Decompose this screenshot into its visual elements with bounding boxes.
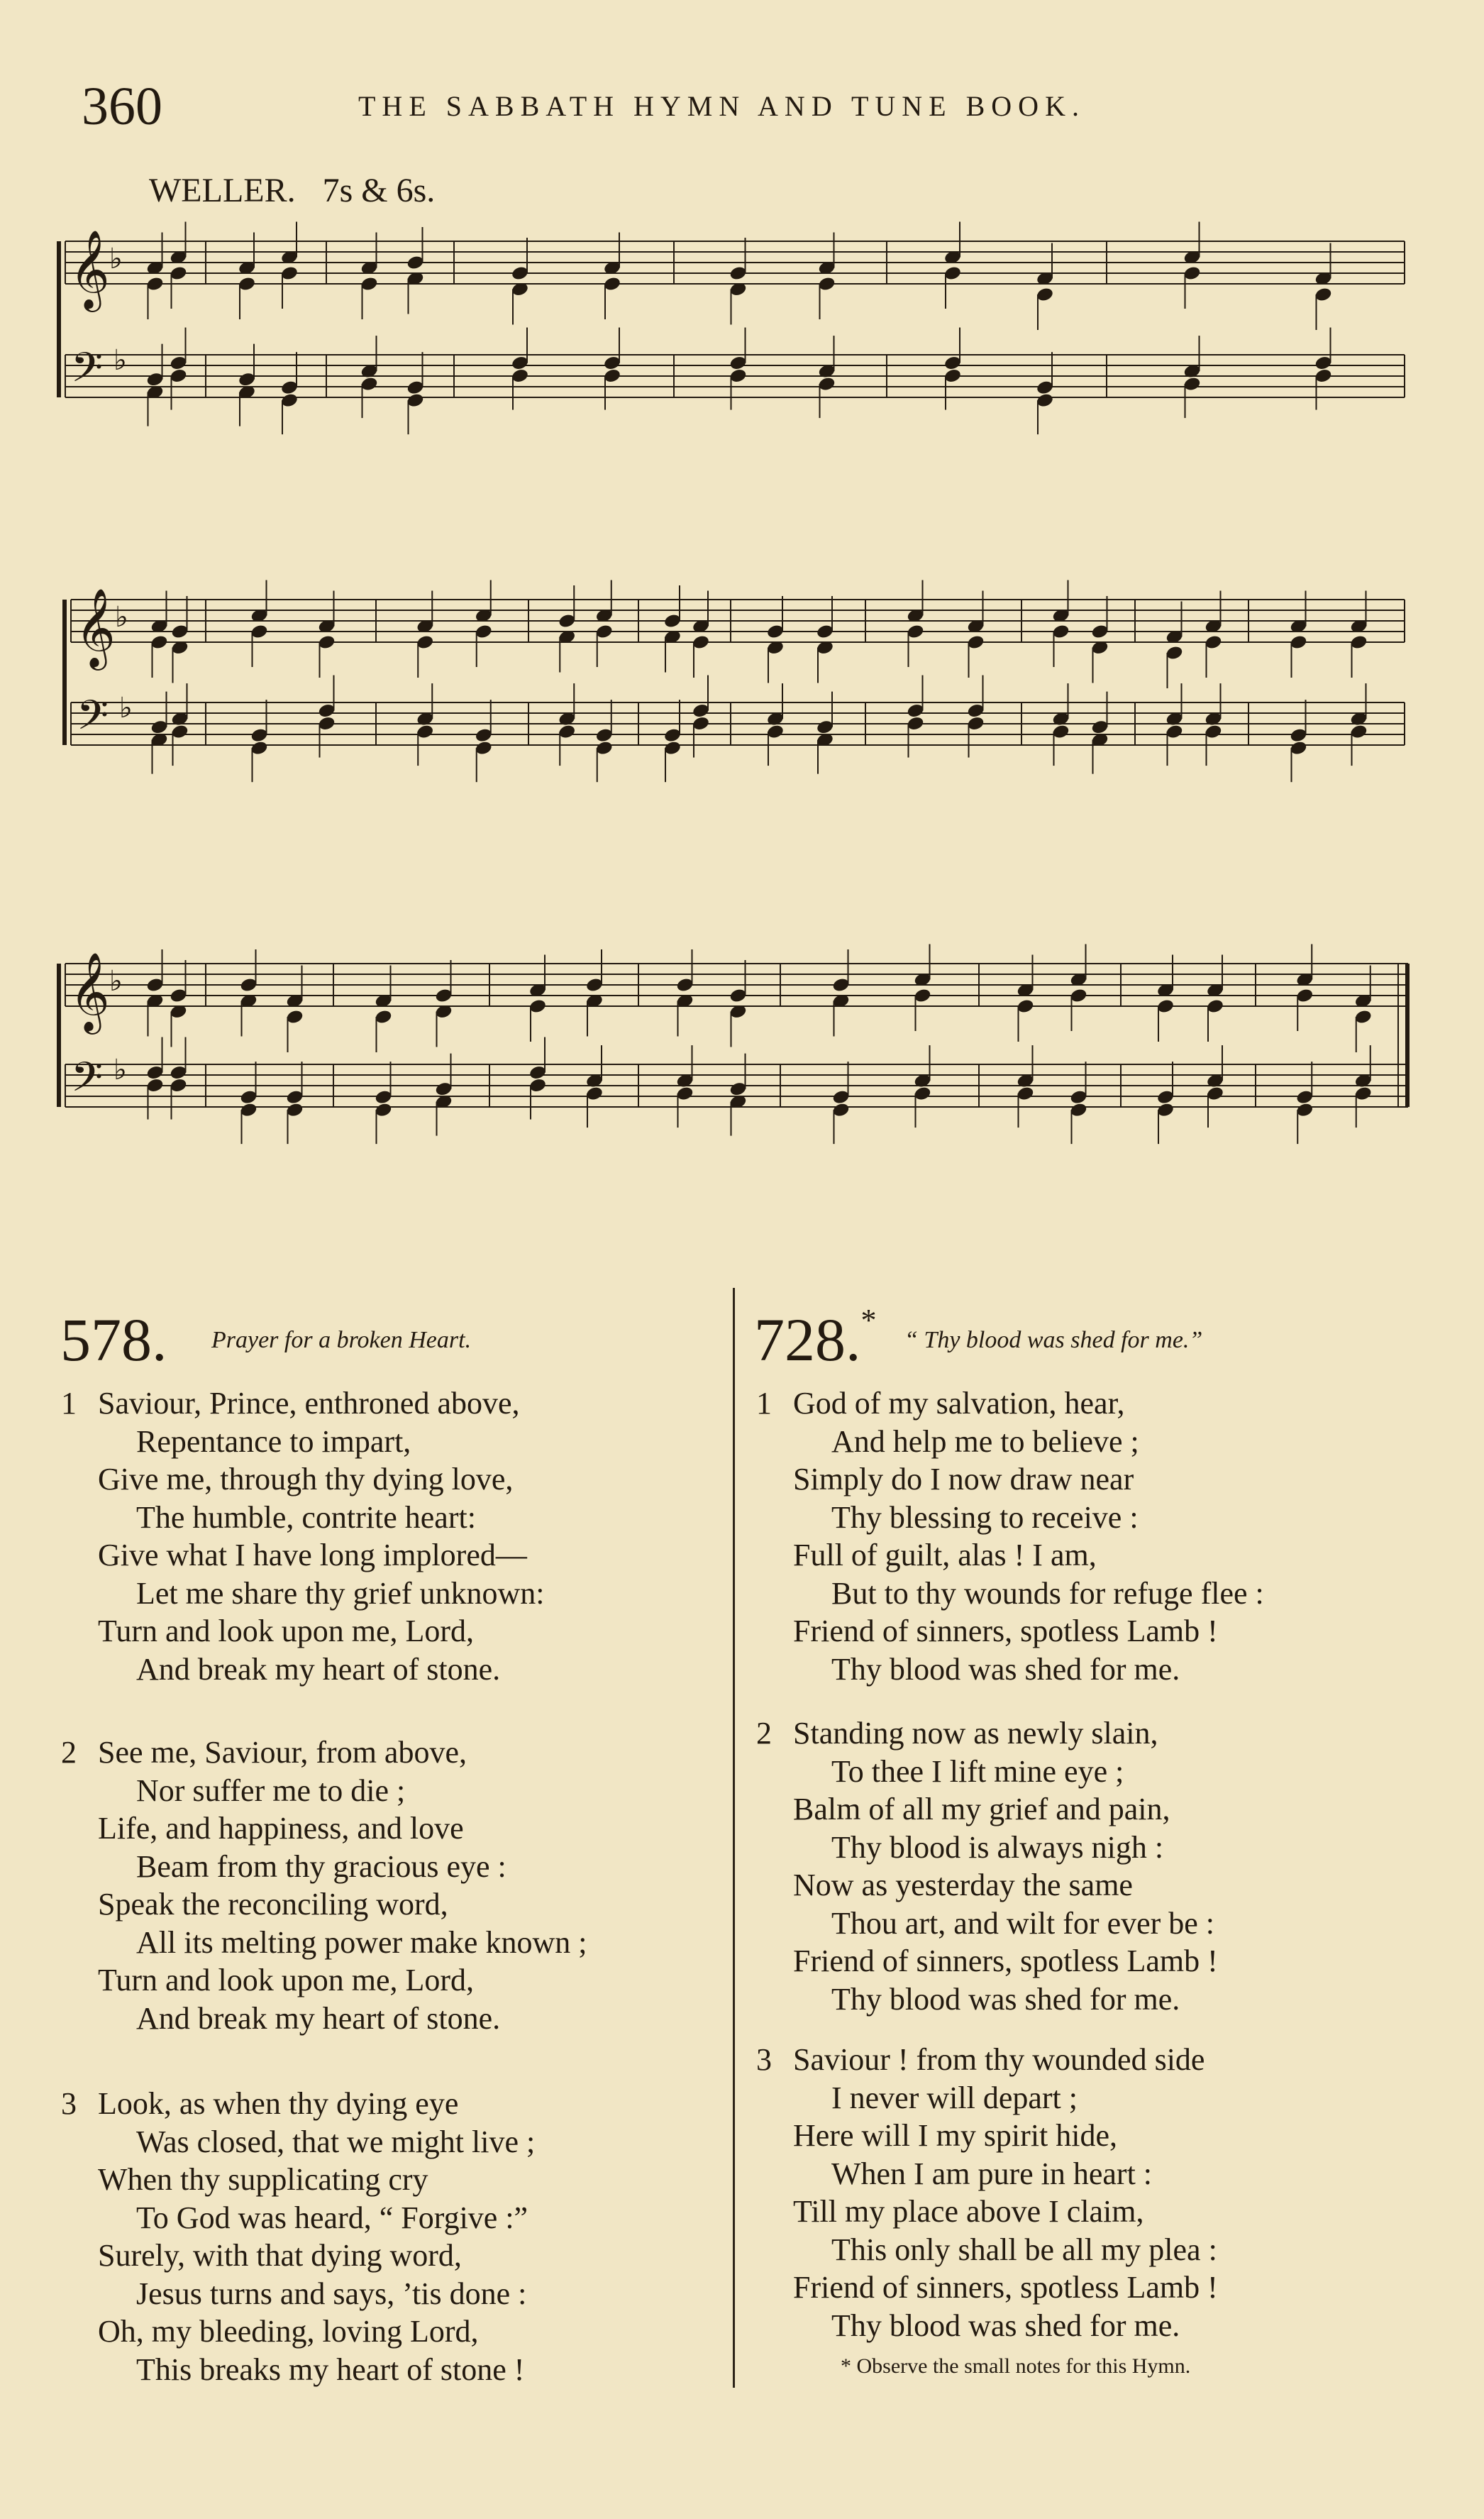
verse-line: Repentance to impart, xyxy=(136,1423,411,1459)
verse-line: God of my salvation, hear, xyxy=(793,1386,1125,1421)
treble-clef-icon: 𝄞 xyxy=(75,588,116,667)
verse-line: Oh, my bleeding, loving Lord, xyxy=(98,2314,479,2349)
verse-line: And break my heart of stone. xyxy=(136,2000,501,2036)
verse-line: See me, Saviour, from above, xyxy=(98,1735,467,1770)
footnote: * Observe the small notes for this Hymn. xyxy=(841,2354,1191,2378)
hymn-728-number: 728.* xyxy=(754,1303,877,1374)
verse-line: The humble, contrite heart: xyxy=(136,1499,476,1535)
verse-line: And break my heart of stone. xyxy=(136,1651,501,1687)
verse-line: Now as yesterday the same xyxy=(793,1868,1133,1902)
verse-line: Till my place above I claim, xyxy=(793,2194,1144,2229)
tune-meter: 7s & 6s. xyxy=(322,172,436,209)
hymn-578-subtitle: Prayer for a broken Heart. xyxy=(211,1327,472,1353)
hymn-578-verse-1 xyxy=(61,1384,545,1688)
verse-number: 2 xyxy=(61,1735,77,1770)
verse-line: I never will depart ; xyxy=(831,2080,1078,2115)
footnote-marker: * xyxy=(860,1303,877,1338)
verse-line: Saviour, Prince, enthroned above, xyxy=(98,1386,520,1421)
verse-line: Speak the reconciling word, xyxy=(98,1887,448,1922)
verse-line: Thy blood was shed for me. xyxy=(831,2308,1180,2343)
verse-line: Let me share thy grief unknown: xyxy=(136,1575,545,1611)
verse-line: Saviour ! from thy wounded side xyxy=(793,2042,1205,2077)
final-barline xyxy=(1405,964,1410,1107)
verse-line: Give me, through thy dying love, xyxy=(98,1462,514,1496)
flat-sign-icon: ♭ xyxy=(113,1054,127,1086)
system-bracket xyxy=(57,964,61,1107)
verse-line: Standing now as newly slain, xyxy=(793,1716,1158,1751)
verse-line: This breaks my heart of stone ! xyxy=(136,2352,525,2387)
verse-number: 1 xyxy=(61,1386,77,1421)
verse-number: 1 xyxy=(756,1386,772,1421)
verse-line: To thee I lift mine eye ; xyxy=(831,1753,1124,1789)
hymn-578-number: 578. xyxy=(60,1306,167,1374)
verse-line: Give what I have long implored— xyxy=(98,1538,527,1572)
verse-number: 3 xyxy=(756,2042,772,2077)
verse-line: Turn and look upon me, Lord, xyxy=(98,1614,475,1648)
verse-line: Friend of sinners, spotless Lamb ! xyxy=(793,1614,1218,1648)
hymn-578-verse-3 xyxy=(61,2085,536,2388)
verse-line: Thy blessing to receive : xyxy=(831,1499,1139,1535)
verse-number: 3 xyxy=(61,2086,77,2121)
hymn-578-verse-2 xyxy=(61,1733,587,2037)
verse-number: 2 xyxy=(756,1716,772,1751)
system-bracket xyxy=(57,241,61,397)
verse-line: Life, and happiness, and love xyxy=(98,1811,464,1846)
verse-line: All its melting power make known ; xyxy=(136,1924,587,1960)
music-score xyxy=(0,213,1484,1220)
bass-clef-icon: 𝄢 xyxy=(71,1053,104,1111)
verse-line: Surely, with that dying word, xyxy=(98,2238,462,2273)
verse-line: To God was heard, “ Forgive :” xyxy=(136,2200,528,2235)
tune-heading xyxy=(149,174,435,208)
treble-clef-icon: 𝄞 xyxy=(70,952,110,1031)
verse-line: Full of guilt, alas ! I am, xyxy=(793,1538,1097,1572)
hymn-728-verse-2 xyxy=(756,1714,1218,2018)
verse-line: Balm of all my grief and pain, xyxy=(793,1792,1170,1826)
system-bracket xyxy=(62,600,67,745)
verse-line: Thy blood was shed for me. xyxy=(831,1651,1180,1687)
verse-line: Turn and look upon me, Lord, xyxy=(98,1963,475,1997)
verse-line: Thy blood is always nigh : xyxy=(831,1829,1164,1865)
bass-clef-icon: 𝄢 xyxy=(71,343,104,402)
tune-name: WELLER. xyxy=(149,172,296,209)
bass-clef-icon: 𝄢 xyxy=(77,691,109,749)
verse-line: Look, as when thy dying eye xyxy=(98,2086,459,2121)
verse-line: And help me to believe ; xyxy=(831,1423,1139,1459)
hymn-728-subtitle: “ Thy blood was shed for me.” xyxy=(904,1327,1203,1353)
flat-sign-icon: ♭ xyxy=(109,243,123,275)
verse-line: Thy blood was shed for me. xyxy=(831,1981,1180,2017)
verse-line: Friend of sinners, spotless Lamb ! xyxy=(793,2270,1218,2305)
flat-sign-icon: ♭ xyxy=(119,692,133,724)
hymn-728-verse-3 xyxy=(756,2041,1218,2344)
page-number: 360 xyxy=(82,77,162,136)
verse-line: But to thy wounds for refuge flee : xyxy=(831,1575,1264,1611)
verse-line: Was closed, that we might live ; xyxy=(136,2124,536,2159)
hymn-728-verse-1 xyxy=(756,1384,1264,1688)
verse-line: Here will I my spirit hide, xyxy=(793,2118,1118,2153)
verse-line: When I am pure in heart : xyxy=(831,2156,1153,2191)
flat-sign-icon: ♭ xyxy=(115,601,128,634)
verse-line: Nor suffer me to die ; xyxy=(136,1773,406,1808)
treble-clef-icon: 𝄞 xyxy=(70,229,110,309)
verse-line: Jesus turns and says, ’tis done : xyxy=(136,2276,527,2311)
verse-line: Simply do I now draw near xyxy=(793,1462,1134,1496)
flat-sign-icon: ♭ xyxy=(113,344,127,377)
verse-line: Friend of sinners, spotless Lamb ! xyxy=(793,1944,1218,1978)
flat-sign-icon: ♭ xyxy=(109,965,123,998)
verse-line: This only shall be all my plea : xyxy=(831,2232,1217,2267)
verse-line: Beam from thy gracious eye : xyxy=(136,1848,506,1884)
column-divider xyxy=(733,1288,735,2388)
verse-line: Thou art, and wilt for ever be : xyxy=(831,1905,1215,1941)
running-head: THE SABBATH HYMN AND TUNE BOOK. xyxy=(358,90,1085,122)
verse-line: When thy supplicating cry xyxy=(98,2162,428,2197)
